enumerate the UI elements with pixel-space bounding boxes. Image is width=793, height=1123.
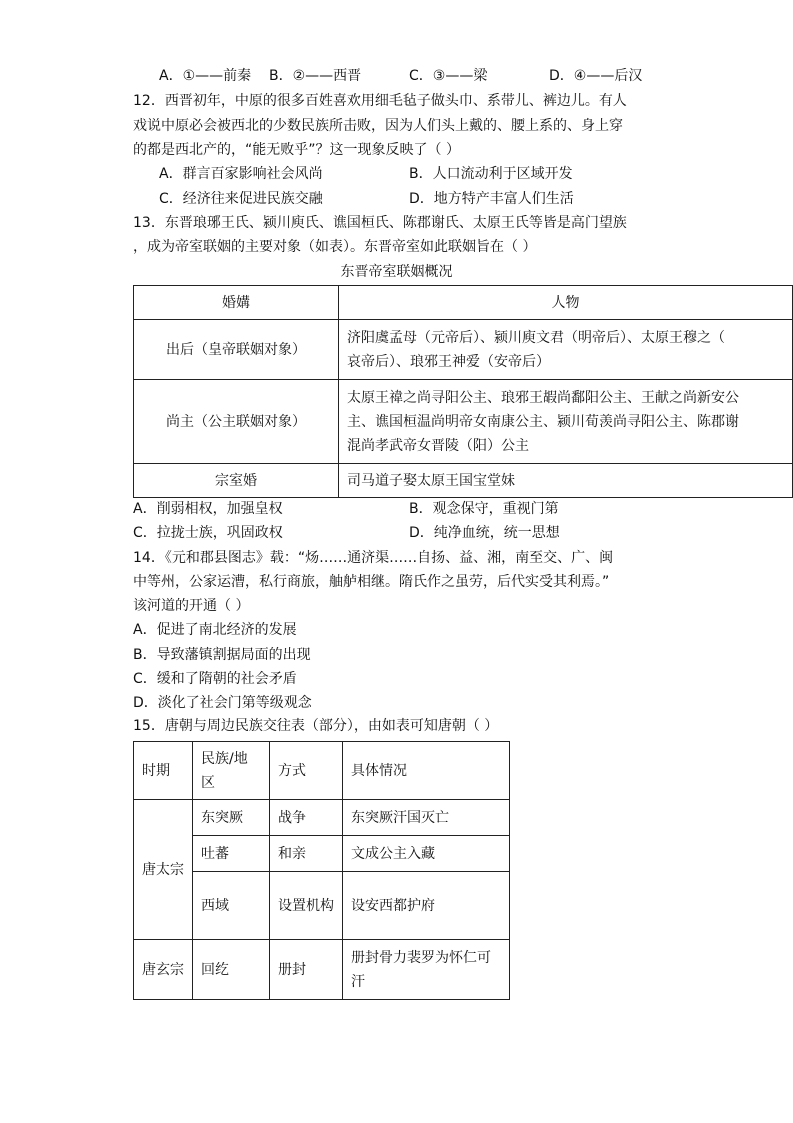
q12-stem-line-2: 戏说中原必会被西北的少数民族所击败，因为人们头上戴的、腰上系的、身上穿 <box>133 118 623 134</box>
table-header-cell: 具体情况 <box>343 742 510 800</box>
method-cell: 和亲 <box>270 836 343 872</box>
q14-option-a: A．促进了南北经济的发展 <box>133 622 297 638</box>
q12-option-b: B．人口流动利于区域开发 <box>409 166 573 182</box>
marriage-type-cell: 宗室婚 <box>134 464 339 498</box>
cell-line: 济阳虞孟母（元帝后）、颍川庾文君（明帝后）、太原王穆之（ <box>347 329 725 346</box>
method-cell: 设置机构 <box>270 872 343 940</box>
q12-option-c: C．经济往来促进民族交融 <box>159 191 323 207</box>
table-header-cell: 时期 <box>134 742 193 800</box>
period-cell: 唐太宗 <box>134 800 193 940</box>
ethnic-cell: 回纥 <box>193 940 270 1000</box>
detail-cell: 东突厥汗国灭亡 <box>343 800 510 836</box>
detail-cell: 文成公主入藏 <box>343 836 510 872</box>
q13-option-a: A．削弱相权，加强皇权 <box>133 501 283 517</box>
q13-table-caption: 东晋帝室联姻概况 <box>340 264 453 280</box>
method-cell: 册封 <box>270 940 343 1000</box>
tang-relations-table <box>133 741 510 1000</box>
q12-option-d: D．地方特产丰富人们生活 <box>409 191 574 207</box>
q13-option-b: B．观念保守，重视门第 <box>409 501 559 517</box>
period-cell: 唐玄宗 <box>134 940 193 1000</box>
marriage-table <box>133 285 793 498</box>
q12-stem-line-1: 12．西晋初年，中原的很多百姓喜欢用细毛毡子做头巾、系带儿、裤边儿。有人 <box>133 93 627 109</box>
table-header-cell: 婚媾 <box>134 286 339 320</box>
cell-line: 哀帝后）、琅邪王神爱（安帝后） <box>347 353 550 370</box>
q14-option-d: D．淡化了社会门第等级观念 <box>133 695 312 711</box>
q14-option-b: B．导致藩镇割据局面的出现 <box>133 647 311 663</box>
table-row <box>134 940 510 1000</box>
cell-line: 太原王禕之尚寻阳公主、琅邪王嘏尚鄱阳公主、王献之尚新安公 <box>347 389 739 406</box>
ethnic-cell: 东突厥 <box>193 800 270 836</box>
q15-stem: 15．唐朝与周边民族交往表（部分），由如表可知唐朝（ ） <box>133 718 499 734</box>
q14-stem-line-3: 该河道的开通（ ） <box>133 598 250 614</box>
q14-stem-line-2: 中等州，公家运漕，私行商旅，舳舻相继。隋氏作之虽劳，后代实受其利焉。” <box>133 574 610 590</box>
cell-line: 混尚孝武帝女晋陵（阳）公主 <box>347 437 529 454</box>
table-row <box>134 464 793 498</box>
table-row <box>134 800 510 836</box>
cell-line: 司马道子娶太原王国宝堂妹 <box>347 472 515 489</box>
q13-option-d: D．纯净血统，统一思想 <box>409 525 560 541</box>
q11-option-b: B．②——西晋 <box>269 68 362 84</box>
q11-option-a: A．①——前秦 <box>159 68 252 84</box>
q13-stem-line-2: ，成为帝室联姻的主要对象（如表）。东晋帝室如此联姻旨在（ ） <box>133 239 537 255</box>
cell-line: 主、谯国桓温尚明帝女南康公主、颍川荀羡尚寻阳公主、陈郡谢 <box>347 413 739 430</box>
marriage-people-cell <box>339 320 793 380</box>
q11-option-d: D．④——后汉 <box>549 68 643 84</box>
table-header-cell: 民族/地区 <box>193 742 270 800</box>
marriage-people-cell <box>339 380 793 464</box>
q11-option-c: C．③——梁 <box>409 68 488 84</box>
table-row <box>134 380 793 464</box>
marriage-type-cell: 尚主（公主联姻对象） <box>134 380 339 464</box>
marriage-people-cell <box>339 464 793 498</box>
method-cell: 战争 <box>270 800 343 836</box>
q14-option-c: C．缓和了隋朝的社会矛盾 <box>133 671 297 687</box>
table-header-cell: 人物 <box>339 286 793 320</box>
table-header-row <box>134 286 793 320</box>
table-row <box>134 320 793 380</box>
table-header-cell: 方式 <box>270 742 343 800</box>
table-header-row <box>134 742 510 800</box>
q13-stem-line-1: 13．东晋琅琊王氏、颍川庾氏、谯国桓氏、陈郡谢氏、太原王氏等皆是高门望族 <box>133 215 627 231</box>
detail-cell: 设安西都护府 <box>343 872 510 940</box>
ethnic-cell: 吐蕃 <box>193 836 270 872</box>
q13-option-c: C．拉拢士族，巩固政权 <box>133 525 283 541</box>
ethnic-cell: 西域 <box>193 872 270 940</box>
q12-stem-line-3: 的都是西北产的，“能无败乎”？这一现象反映了（ ） <box>133 142 460 158</box>
q12-option-a: A．群言百家影响社会风尚 <box>159 166 323 182</box>
marriage-type-cell: 出后（皇帝联姻对象） <box>134 320 339 380</box>
detail-cell: 册封骨力裴罗为怀仁可汗 <box>343 940 510 1000</box>
q14-stem-line-1: 14．《元和郡县图志》载：“炀……通济渠……自扬、益、湘，南至交、广、闽 <box>133 550 614 566</box>
